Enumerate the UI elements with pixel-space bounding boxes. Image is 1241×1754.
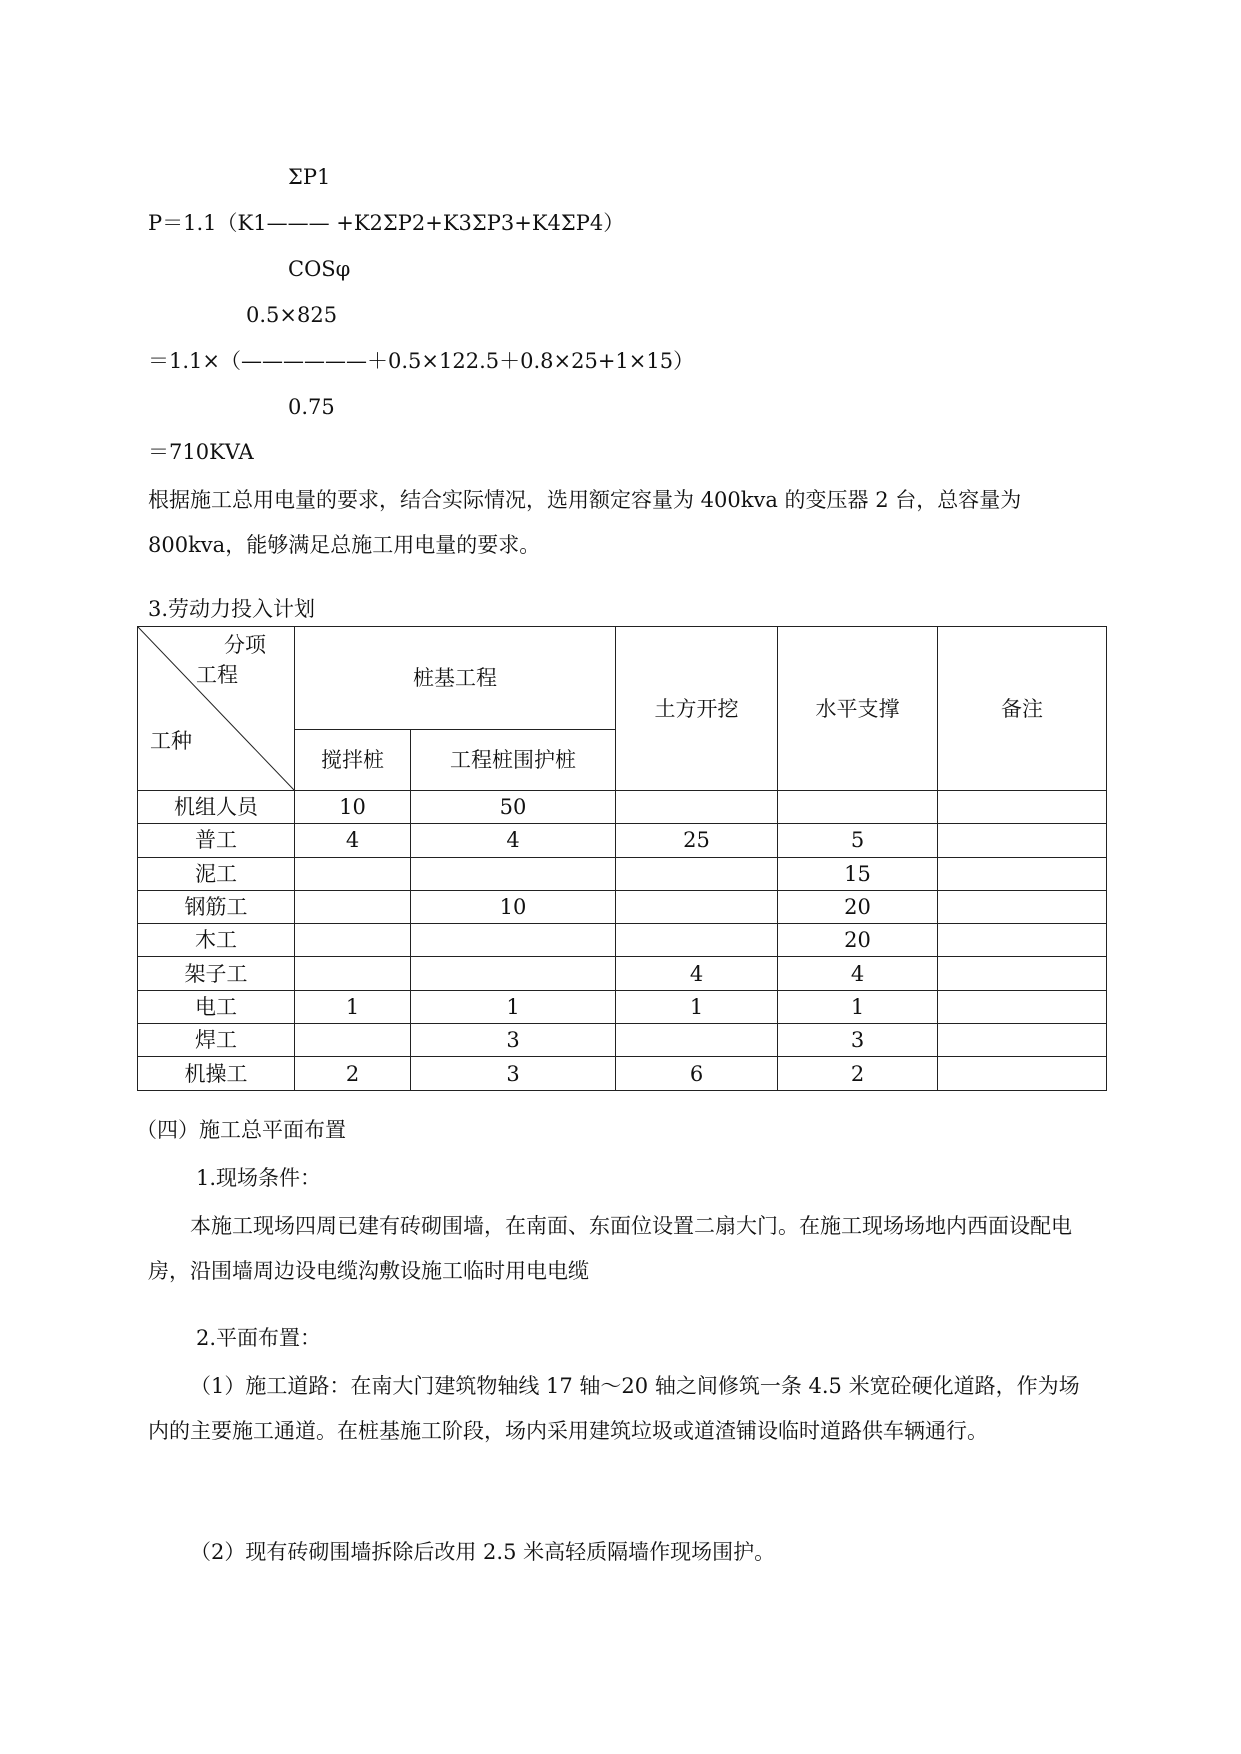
mixing-pile-header: 搅拌桩 [295, 730, 411, 791]
table-cell [938, 824, 1107, 857]
fence-text: （2）现有砖砌围墙拆除后改用 2.5 米高轻质隔墙作现场围护。 [190, 1540, 776, 1564]
table-row [138, 890, 1107, 923]
section-title: （四）施工总平面布置 [136, 1118, 346, 1142]
table-cell [295, 1024, 411, 1057]
formula-cos-phi: COSφ [288, 257, 351, 281]
formula-result: ＝710KVA [148, 440, 254, 464]
table-cell [295, 924, 411, 957]
table-cell: 1 [778, 990, 938, 1023]
construction-road-text: （1）施工道路：在南大门建筑物轴线 17 轴～20 轴之间修筑一条 4.5 米宽砼硬化道路，作为场内的主要施工通道。在桩基施工阶段，场内采用建筑垃圾或道渣铺设临时道路供车辆通行。 [148, 1374, 1080, 1443]
layout-title: 2.平面布置： [196, 1326, 322, 1350]
table-cell: 4 [295, 824, 411, 857]
table-cell [938, 924, 1107, 957]
table-cell: 1 [411, 990, 616, 1023]
table-row [138, 957, 1107, 990]
table-cell: 6 [616, 1057, 778, 1090]
table-cell: 1 [295, 990, 411, 1023]
table-cell: 20 [778, 924, 938, 957]
table-cell [938, 890, 1107, 923]
table-cell: 1 [616, 990, 778, 1023]
corner-trade-label: 工种 [150, 729, 192, 753]
horizontal-bracing-header: 水平支撑 [778, 627, 938, 791]
table-cell: 4 [778, 957, 938, 990]
formula-denominator: 0.75 [288, 395, 335, 419]
corner-item-label: 分项 [224, 633, 266, 657]
table-cell [616, 890, 778, 923]
table-cell: 10 [295, 791, 411, 824]
table-cell: 3 [411, 1024, 616, 1057]
trade-name-cell: 机操工 [138, 1057, 295, 1090]
table-cell [411, 857, 616, 890]
trade-name-cell: 焊工 [138, 1024, 295, 1057]
trade-name-cell: 机组人员 [138, 791, 295, 824]
table-cell [295, 890, 411, 923]
table-cell [616, 924, 778, 957]
table-cell: 5 [778, 824, 938, 857]
table-cell: 50 [411, 791, 616, 824]
table-cell [616, 1024, 778, 1057]
table-cell: 20 [778, 890, 938, 923]
table-cell [411, 957, 616, 990]
formula-calculation-line: ＝1.1×（——————＋0.5×122.5＋0.8×25+1×15） [148, 349, 695, 373]
table-cell: 2 [778, 1057, 938, 1090]
trade-name-cell: 泥工 [138, 857, 295, 890]
table-cell [938, 857, 1107, 890]
table-row [138, 1024, 1107, 1057]
trade-name-cell: 普工 [138, 824, 295, 857]
table-cell: 3 [411, 1057, 616, 1090]
table-cell: 4 [616, 957, 778, 990]
table-cell [938, 791, 1107, 824]
table-row [138, 924, 1107, 957]
retaining-pile-header: 工程桩围护桩 [411, 730, 616, 791]
table-cell [938, 957, 1107, 990]
table-row [138, 824, 1107, 857]
earthwork-header: 土方开挖 [616, 627, 778, 791]
remarks-header: 备注 [938, 627, 1107, 791]
trade-name-cell: 架子工 [138, 957, 295, 990]
formula-numerator: 0.5×825 [246, 303, 338, 327]
table-row [138, 1057, 1107, 1090]
site-conditions-text: 本施工现场四周已建有砖砌围墙，在南面、东面位设置二扇大门。在施工现场场地内西面设配电房，沿围墙周边设电缆沟敷设施工临时用电电缆 [148, 1214, 1072, 1283]
formula-main-line: P＝1.1（K1——— +K2ΣP2+K3ΣP3+K4ΣP4） [148, 211, 625, 235]
table-cell [295, 957, 411, 990]
labor-plan-table [137, 626, 1107, 1091]
table-cell [778, 791, 938, 824]
labor-plan-heading: 3.劳动力投入计划 [148, 597, 316, 621]
table-row [138, 791, 1107, 824]
table-header-row [138, 627, 1107, 730]
table-row [138, 990, 1107, 1023]
trade-name-cell: 电工 [138, 990, 295, 1023]
table-row [138, 857, 1107, 890]
site-conditions-title: 1.现场条件： [196, 1166, 322, 1190]
table-cell: 2 [295, 1057, 411, 1090]
table-cell [616, 791, 778, 824]
formula-sum-p1: ΣP1 [288, 165, 331, 189]
trade-name-cell: 木工 [138, 924, 295, 957]
table-cell: 3 [778, 1024, 938, 1057]
table-cell [938, 1057, 1107, 1090]
table-cell: 4 [411, 824, 616, 857]
table-cell [411, 924, 616, 957]
table-cell: 15 [778, 857, 938, 890]
table-cell [938, 1024, 1107, 1057]
corner-project-label: 工程 [196, 663, 238, 687]
diagonal-divider [138, 627, 294, 790]
table-cell: 10 [411, 890, 616, 923]
table-cell [616, 857, 778, 890]
pile-foundation-header: 桩基工程 [295, 627, 616, 730]
table-cell [938, 990, 1107, 1023]
table-cell: 25 [616, 824, 778, 857]
table-cell [295, 857, 411, 890]
trade-name-cell: 钢筋工 [138, 890, 295, 923]
transformer-paragraph: 根据施工总用电量的要求，结合实际情况，选用额定容量为 400kva 的变压器 2 台，总容量为 800kva，能够满足总施工用电量的要求。 [148, 488, 1022, 557]
corner-header-cell [138, 627, 295, 791]
